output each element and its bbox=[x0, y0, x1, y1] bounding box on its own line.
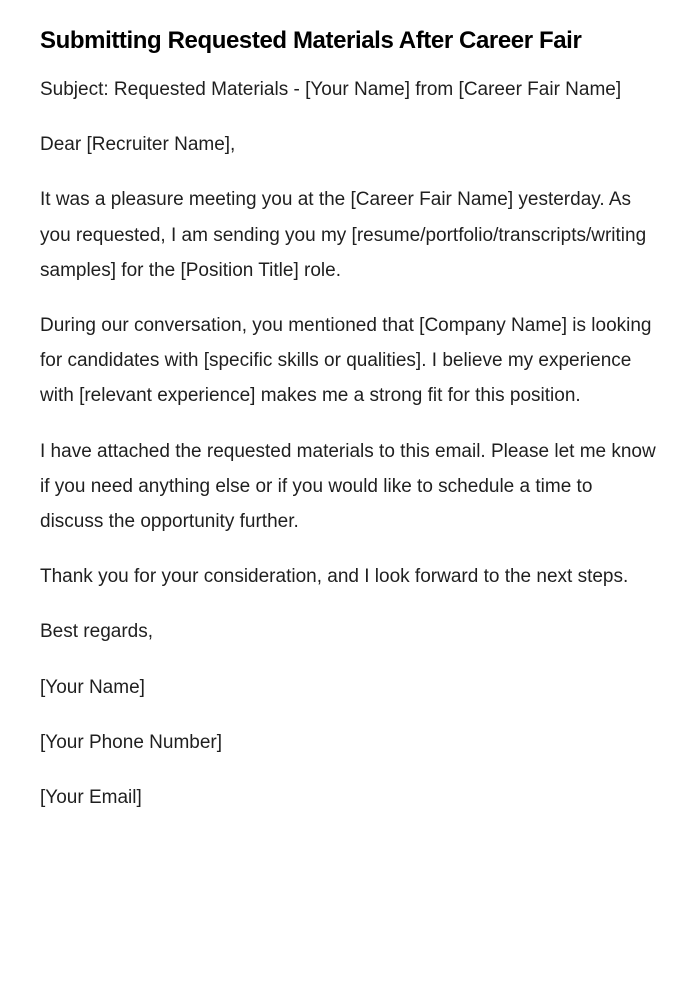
signature-phone: [Your Phone Number] bbox=[40, 731, 223, 753]
page-title: Submitting Requested Materials After Career Fair bbox=[40, 27, 582, 54]
signature-email: [Your Email] bbox=[40, 787, 142, 809]
letter-paragraph-attachments: I have attached the requested materials to this email. Please let me know if you need anything else or if you would like to schedule a time to discuss the opportunity further. bbox=[40, 440, 656, 533]
email-subject-line: Subject: Requested Materials - [Your Name] from [Career Fair Name] bbox=[40, 79, 622, 100]
letter-paragraph-intro: It was a pleasure meeting you at the [Career Fair Name] yesterday. As you requested, I am sending you my [resume/portfolio/transcripts/writing samples] for the [Position Title] role. bbox=[40, 189, 647, 281]
letter-paragraph-thanks: Thank you for your consideration, and I look forward to the next steps. bbox=[40, 566, 629, 588]
letter-greeting: Dear [Recruiter Name], bbox=[40, 134, 236, 156]
letter-closing: Best regards, bbox=[40, 621, 153, 643]
signature-name: [Your Name] bbox=[40, 676, 145, 698]
letter-paragraph-conversation: During our conversation, you mentioned that [Company Name] is looking for candidates with [specific skills or qualities]. I believe my experience with [relevant experience] makes me a strong fit for this position. bbox=[40, 315, 652, 407]
